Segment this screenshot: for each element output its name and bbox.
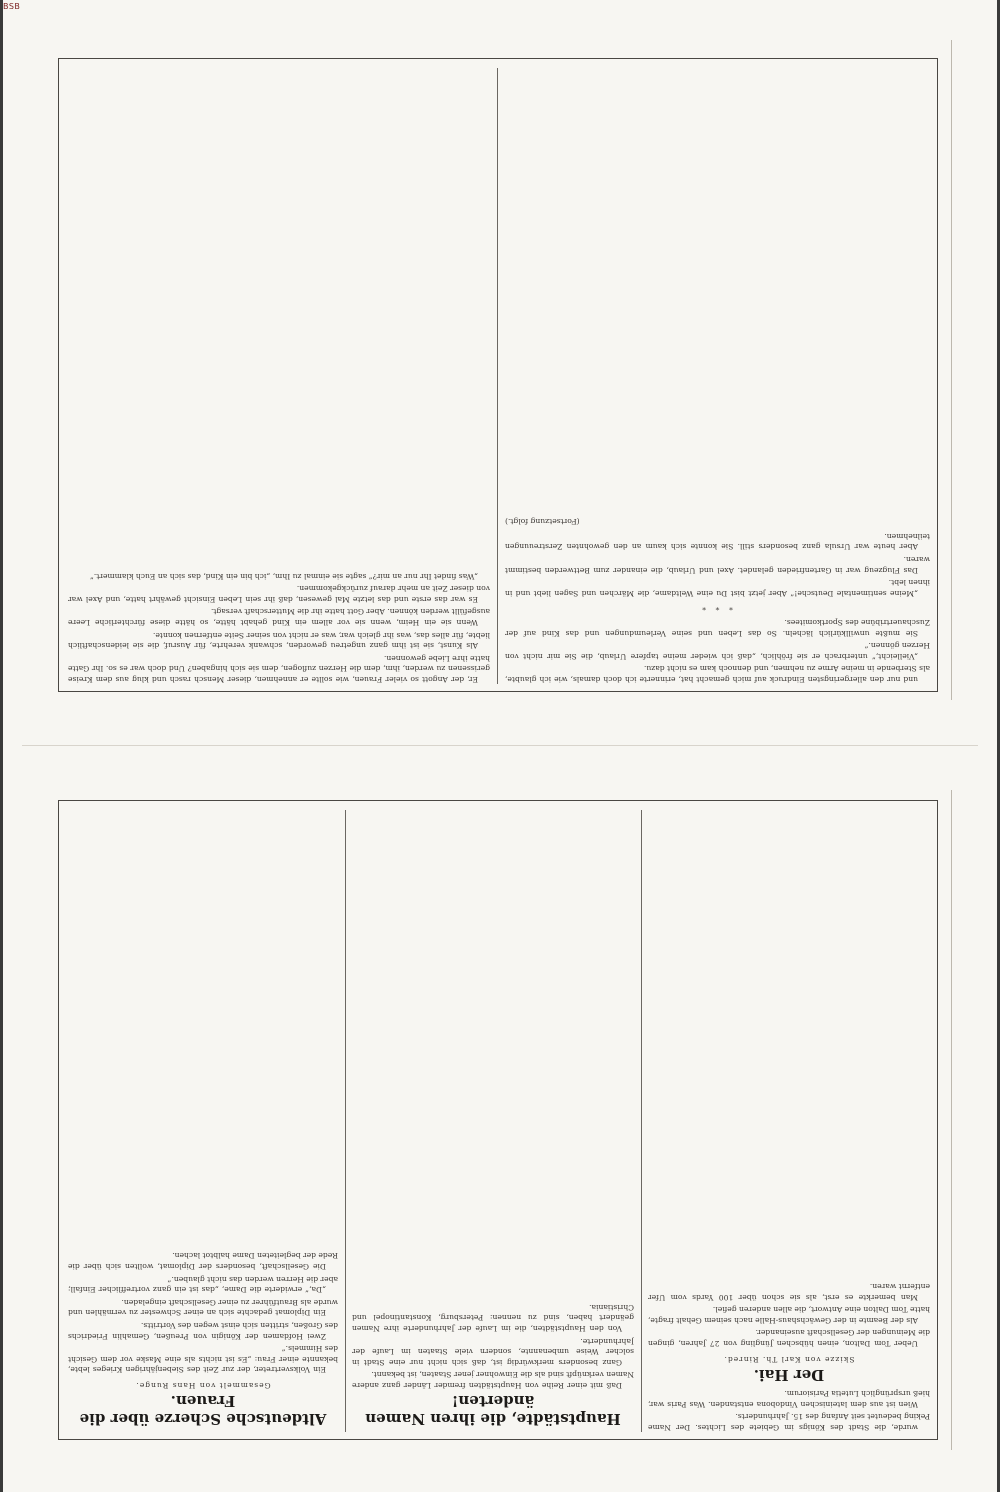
paragraph: Die Gesellschaft, besonders der Diplomat, wollten sich über die Rede der begleiteten Dame halbtot lachen. (68, 1251, 338, 1272)
paragraph: Sie mußte unwillkürlich lächeln. So das Leben und seine Verleumdungen und das Kind auf der Zuschauertribüne des Sportkomitees. (505, 618, 930, 638)
paragraph: „Was findet Ihr nur an mir?“ sagte sie einmal zu Ihm, „ich bin ein Kind, das sich an Euch klammert.“ (90, 571, 478, 581)
article-byline: Gesammelt von Hans Runge. (135, 1381, 271, 1390)
paragraph: Wien ist aus dem lateinischen Vindobona entstanden. Was Paris war, hieß ursprünglich Lutetia Parisiorum. (648, 1389, 930, 1409)
paragraph: Er, der Angott so vieler Frauen, wie sollte er annehmen, dieser Mensch rasch und klug aus dem Kreise gerissenen zu werden, ihm, dem die Herzen zuflogen, dem sie sich hingaben? Und doch war es so. Ihr Gatte hatte ihre Liebe gewonnen. (68, 653, 490, 684)
section-break: * * * (702, 603, 733, 613)
article-byline: Skizze von Karl Th. Rinred. (723, 1354, 855, 1364)
paragraph: Daß mit einer Reihe von Hauptstädten fremder Länder ganz andere Namen verknüpft sind als die Einwohner jener Staaten, ist bekannt. (352, 1370, 634, 1390)
paragraph: Ein Diplomat gedachte sich an einer Schwester zu vermählen und wurde als Brautführer zu einer Gesellschaft eingeladen. (68, 1297, 338, 1318)
paragraph: Das Flugzeug war in Gartenfrieden gelandet. Axel und Urlaub, die einander zum Bettwerden bestimmt waren. (505, 555, 930, 575)
continuation-note: (Fortsetzung folgt.) (505, 517, 580, 527)
lower-gutter-edge (951, 790, 952, 1450)
paragraph: Von den Hauptstädten, die im Laufe der Jahrhunderte ihre Namen geändert haben, sind zu nennen: Petersburg, Konstantinopel und Christiania. (352, 1302, 634, 1334)
paragraph: „Vielleicht,“ unterbrach er sie fröhlich, „daß ich wieder meine tapfere Urlaub, die Sie mir nicht von Herzen gönnen.“ (505, 641, 930, 661)
paragraph: Wenn sie ein Heim, wenn sie vor allem ein Kind gehabt hätte, so hätte diese fürchterliche Leere ausgefüllt werden können. Aber Gott hatte ihr die Mutterschaft versagt. (68, 607, 490, 628)
paragraph: und nur den allergeringsten Eindruck auf mich gemacht hat, erinnerte ich doch damals, wie ich glaubte, als Sterbende in meine Arme zu nehmen, und dennoch kam es nicht dazu. (505, 664, 930, 684)
article-headline: Der Hai. (753, 1365, 825, 1384)
article-headline: Hauptstädte, die ihren Namen änderten! (365, 1392, 621, 1428)
paragraph: „Da,“ erwiderte die Dame, „das ist ein ganz vortrefflicher Einfall; aber die Herren werden das nicht glauben.“ (68, 1274, 338, 1295)
article-headline: Altdeutsche Scherze über die Frauen. (79, 1392, 327, 1428)
paragraph: Als Kunst, sie ist ihm ganz ungetreu geworden, schwank verehrte, für Ausruf, die sie leidenschaftlich liebte, für alles das, was ihr gleich war, was er nicht von seiner Seite entfernen konnte. (68, 630, 490, 651)
paragraph: wurde, die Stadt des Königs im Gebiete des Lichtes. Der Name Peking bedeutet seit Anfang des 15. Jahrhunderts. (648, 1412, 930, 1432)
paragraph: Es war das erste und das letzte Mal gewesen, daß ihr sein Leben Einsicht gewährt hatte, und Axel war von dieser Zeit an mehr darauf zurückgekommen. (68, 584, 490, 604)
paragraph: Zwei Hofdamen der Königin von Preußen, Gemahlin Friedrichs des Großen, stritten sich einst wegen des Vortritts. (68, 1321, 338, 1341)
paragraph: Man bemerkte es erst, als sie schon über 100 Yards vom Ufer entfernt waren. (648, 1282, 930, 1302)
library-watermark: BSB (3, 2, 21, 11)
left-page-edge (0, 0, 3, 1492)
upper-gutter-edge (951, 40, 952, 700)
paragraph: „Meine sentimentale Deutsche!“ Aber jetzt bist Du eine Weltdame, die Märchen und Sagen liebt und in ihnen lebt. (505, 578, 930, 598)
page-fold-divider (22, 745, 978, 746)
paragraph: Ueber Tom Dalton, einen hübschen Jüngling von 27 Jahren, gingen die Meinungen der Gesellschaft auseinander. (648, 1328, 930, 1349)
paragraph: Ein Volksvertreter, der zur Zeit des Siebenjährigen Krieges lebte, bekannte einer Frau: „Es ist nichts als eine Maske vor dem Gesicht des Himmels.“ (68, 1344, 338, 1375)
paragraph: Aber heute war Ursula ganz besonders still. Sie konnte sich kaum an den gewohnten Zerstreuungen teilnehmen. (505, 531, 930, 552)
paragraph: Ganz besonders merkwürdig ist, daß sich nicht nur eine Stadt in solcher Weise umbenannte, sondern viele Staaten im Laufe der Jahrhunderte. (352, 1336, 634, 1367)
paragraph: Als der Beamte in der Gewächshaus-Halle nach seinem Gehalt fragte, hatte Tom Dalton eine Antwort, die allen anderen gefiel. (648, 1305, 930, 1325)
